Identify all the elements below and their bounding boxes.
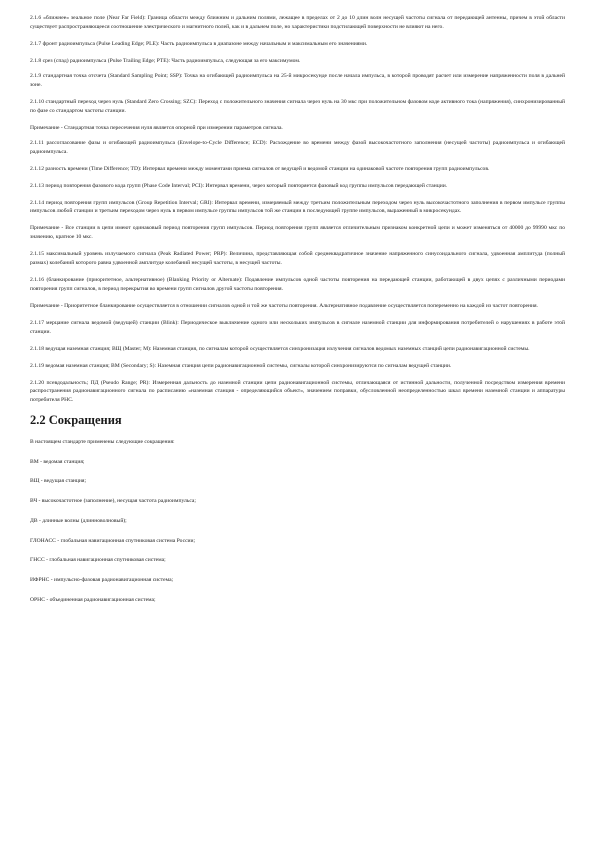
definition-2-1-14: 2.1.14 период повторения групп импульсов (Group Repetition Interval; GRI): Интервал времени, измеряемый между третьим положительным переходом через нуль высокочастотного заполнения в первом импульсе группы импульсов любой станции и третьим переходом через нуль в первом импульсе группы импульсов той же станции в последующей группе импульсов, выраженный в микросекундах.: [30, 199, 565, 215]
note-2-1-10: Примечание - Стандартная точка пересечения нуля является опорной при измерении параметров сигнала.: [30, 124, 283, 131]
abbreviation-item: ИФРНС - импульсно-фазовая радионавигационная система;: [30, 576, 174, 583]
definition-2-1-8: 2.1.8 срез (спад) радиоимпульса (Pulse Trailing Edge; PTE): Часть радиоимпульса, следующая за его максимумом.: [30, 57, 301, 64]
definition-2-1-15: 2.1.15 максимальный уровень излучаемого сигнала (Peak Radiated Power; PRP): Величина, представляющая собой среднеквадратичное значение напряженного синусоидального сигнала, удвоенная амплитуда (полный размах) колебаний которого равна удвоенной амплитуде колебаний несущей частоты, в несущей частоты.: [30, 251, 565, 267]
note-2-1-16: Примечание - Приоритетное бланкирование осуществляется в отношении сигналов одной и той же частоты повторения. Альтернативное подавление осуществляется попеременно на каждой из частот повторения.: [30, 302, 538, 309]
note-2-1-14: Примечание - Все станции в цепи имеют одинаковый период повторения групп импульсов. Период повторения групп является отличительным признаком конкретной цепи и может изменяться от 40000 до 99990 мкс по значению, кратное 10 мкс.: [30, 225, 565, 241]
abbreviation-item: ДВ - длинные волны (длинноволновый);: [30, 517, 127, 524]
definition-2-1-16: 2.1.16 (бланкирование (приоритетное, альтернативное) (Blanking Priority or Alternate): Подавление импульсов одной частоты повторения на передающей станции, работающей в двух цепях с различными периодами повторения групп сигналов, в период перекрытия во времени групп сигналов другой частоты повторения.: [30, 277, 565, 292]
abbreviation-item: ОРНС - объединенная радионавигационная система;: [30, 596, 156, 603]
definition-2-1-11: 2.1.11 рассогласование фазы и огибающей радиоимпульса (Envelope-to-Cycle Difference; ECD): Расхождение во времени между фазой высокочастотного заполнения (несущей частоты) радиоимпульса и огибающей радиоимпульса.: [30, 139, 565, 155]
abbreviations-list: [30, 438, 565, 604]
definition-2-1-19: 2.1.19 ведомая наземная станция; ВМ (Secondary; S): Наземная станция цепи радионавигационной системы, сигналы которой синхронизируются по сигналам ведущей станции.: [30, 362, 452, 369]
definition-2-1-10: 2.1.10 стандартный переход через нуль (Standard Zero Crossing; SZC): Переход с положительного значения сигнала через нуль на 30 мкс при положительном фазовом коде активного тока (напряжения), синхронизированный по фазе со стандартом частоты станции.: [30, 98, 565, 114]
abbreviation-item: ВЧ - высокочастотное (заполнение), несущая частота радиоимпульса;: [30, 498, 196, 505]
definition-2-1-18: 2.1.18 ведущая наземная станция; ВЩ (Master; M): Наземная станция, по сигналам которой осуществляется синхронизация излучения сигналов ведомых наземных станций цепи радионавигационной системы.: [30, 345, 530, 352]
definition-2-1-9: 2.1.9 стандартная точка отсчета (Standard Sampling Point; SSP): Точка на огибающей радиоимпульса на 25-й микросекунде после начала импульса, в которой проводят расчет или измерение напряженности поля в дальней зоне.: [30, 73, 565, 88]
definition-2-1-20: 2.1.20 псевдодальность; ПД (Pseudo Range; PR): Измеренная дальность до наземной станции цепи радионавигационной системы, отличающаяся от истинной дальности, полученной посредством измерения времени распространения радионавигационного сигнала по расписанию «наземная станция - определяющийся объект», значением поправки, обусловленной неопределенностью шкал времени наземной станции и аппаратуры потребителя РНС.: [30, 379, 565, 404]
definition-2-1-17: 2.1.17 мерцание сигнала ведомой (ведущей) станции (Blink): Периодическое выключение одного или нескольких импульсов в сигнале наземной станции для информирования потребителей о нарушениях в работе этой станции.: [30, 319, 565, 335]
abbreviation-item: ВМ - ведомая станция;: [30, 458, 85, 465]
abbreviation-item: ВЩ - ведущая станция;: [30, 478, 87, 485]
definition-2-1-13: 2.1.13 период повторения фазового кода групп (Phase Code Interval; PCI): Интервал времени, через который повторяется фазовый код группы импульсов передающей станции.: [30, 182, 448, 189]
section-heading: 2.2 Сокращения: [30, 413, 122, 428]
abbreviation-item: ГНСС - глобальная навигационная спутниковая система;: [30, 557, 166, 564]
definitions-block: [30, 14, 565, 405]
definition-2-1-7: 2.1.7 фронт радиоимпульса (Pulse Leading Edge; PLE): Часть радиоимпульса в диапазоне между начальным и максимальным его значениями.: [30, 40, 368, 47]
section-intro: В настоящем стандарте применены следующие сокращения:: [30, 439, 175, 446]
definition-2-1-6: 2.1.6 «ближнее» зеальное поле (Near Far Field): Граница области между ближним и дальним полями, лежащее в пределах от 2 до 10 длин волн несущей частоты сигнала от передающей антенны, причем в этой области существует распространяющееся соотношение электрического и магнитного полей, как и в дальнем поле, но характеристики подстилающей поверхности не влияют на него.: [30, 15, 565, 30]
definition-2-1-12: 2.1.12 разность времени (Time Difference; TD): Интервал времени между моментами приема сигналов от ведущей и ведомой станции на одинаковой частоте повторения групп радиоимпульсов.: [30, 165, 490, 172]
abbreviation-item: ГЛОНАСС - глобальная навигационная спутниковая система России;: [30, 537, 196, 544]
